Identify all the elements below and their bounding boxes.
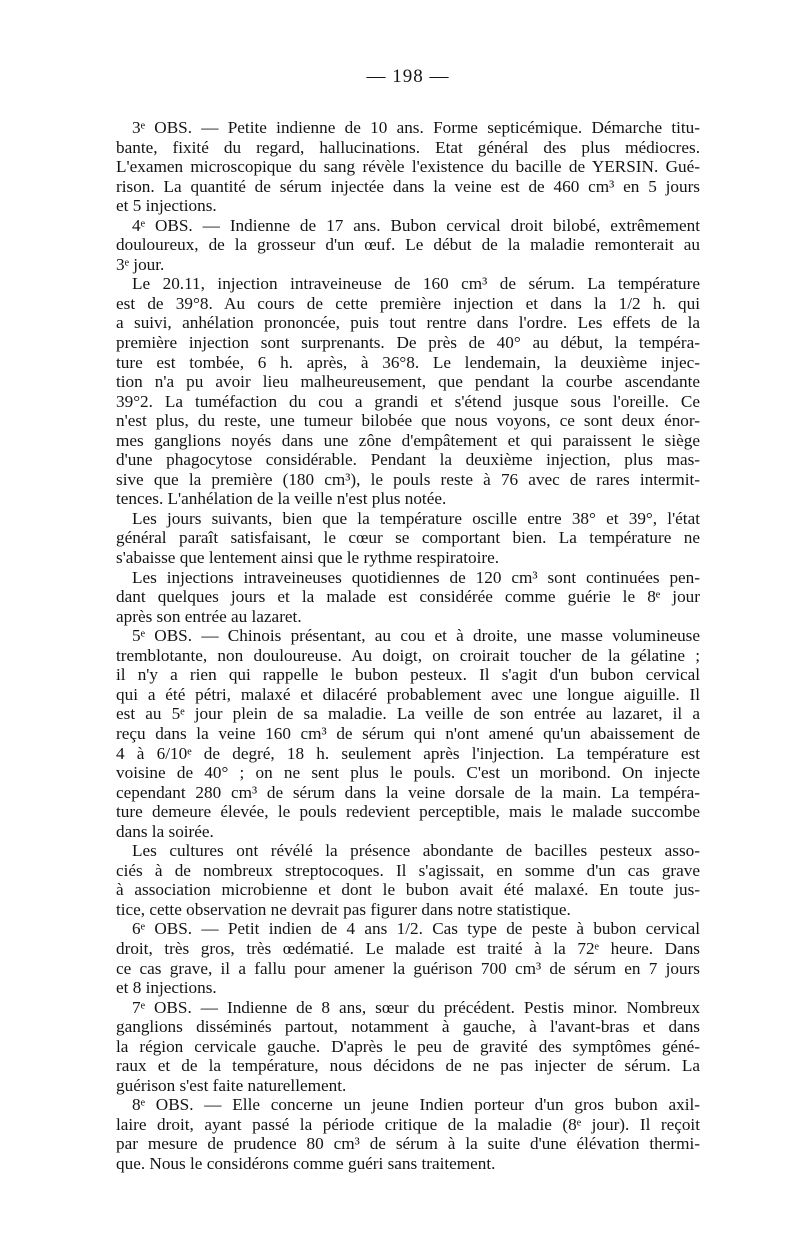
text-line: rison. La quantité de sérum injectée dans la veine est de 460 cm³ en 5 jours [116,176,700,196]
text-line: 3ᵉ OBS. — Petite indienne de 10 ans. Forme septicémique. Démarche titu- [132,118,700,137]
text-line: douloureux, de la grosseur d'un œuf. Le début de la maladie remonterait au [116,235,700,255]
paragraph [116,841,700,919]
text-line: L'examen microscopique du sang révèle l'existence du bacille de YERSIN. Gué- [116,157,700,177]
paragraph [116,216,700,275]
text-line: et 8 injections. [116,978,217,998]
text-line: dant quelques jours et la malade est considérée comme guérie le 8ᵉ jour [116,587,700,607]
text-line: ture est tombée, 6 h. après, à 36°8. Le lendemain, la deuxième injec- [116,352,700,372]
text-line: Les jours suivants, bien que la température oscille entre 38° et 39°, l'état [132,508,700,528]
text-line: Les cultures ont révélé la présence abondante de bacilles pesteux asso- [132,841,700,861]
text-line: par mesure de prudence 80 cm³ de sérum à la suite d'une élévation thermi- [116,1134,700,1154]
text-line: dans la soirée. [116,821,214,841]
text-line: raux et de la température, nous décidons de ne pas injecter de sérum. La [116,1056,700,1076]
text-line: laire droit, ayant passé la période critique de la maladie (8ᵉ jour). Il reçoit [116,1114,700,1134]
paragraph [116,919,700,997]
text-line: 4ᵉ OBS. — Indienne de 17 ans. Bubon cervical droit bilobé, extrêmement [132,215,700,235]
text-line: Les injections intraveineuses quotidiennes de 120 cm³ sont continuées pen- [132,567,700,587]
text-line: droit, très gros, très œdématié. Le malade est traité à la 72ᵉ heure. Dans [116,938,700,958]
text-line: tice, cette observation ne devrait pas figurer dans notre statistique. [116,899,571,919]
text-line: première injection sont surprenants. De près de 40° au début, la tempéra- [116,333,700,353]
paragraph [116,626,700,841]
text-line: qui a été pétri, malaxé et dilacéré probablement avec une longue aiguille. Il [116,684,700,704]
text-line: tion n'a pu avoir lieu malheureusement, que pendant la courbe ascendante [116,372,700,392]
text-line: ture demeure élevée, le pouls redevient perceptible, mais le malade succombe [116,802,700,822]
text-line: 6ᵉ OBS. — Petit indien de 4 ans 1/2. Cas type de peste à bubon cervical [132,919,700,939]
document-page [116,0,700,1253]
text-line: Le 20.11, injection intraveineuse de 160 cm³ de sérum. La température [132,274,700,294]
text-line: 5ᵉ OBS. — Chinois présentant, au cou et à droite, une masse volumineuse [132,626,700,646]
text-line: 7ᵉ OBS. — Indienne de 8 ans, sœur du précédent. Pestis minor. Nombreux [132,997,700,1017]
paragraph [116,568,700,627]
text-line: ce cas grave, il a fallu pour amener la guérison 700 cm³ de sérum en 7 jours [116,958,700,978]
text-line: la région cervicale gauche. D'après le peu de gravité des symptômes géné- [116,1036,700,1056]
text-line: est de 39°8. Au cours de cette première injection et dans la 1/2 h. qui [116,293,700,313]
paragraph [116,1095,700,1173]
text-line: tences. L'anhélation de la veille n'est plus notée. [116,489,447,509]
text-line: voisine de 40° ; on ne sent plus le pouls. C'est un moribond. On injecte [116,763,700,783]
body-text [116,118,700,1174]
text-line: n'est plus, du reste, une tumeur bilobée que nous voyons, ce sont deux énor- [116,411,700,431]
text-line: sive que la première (180 cm³), le pouls reste à 76 avec de rares intermit- [116,469,700,489]
text-line: reçu dans la veine 160 cm³ de sérum qui n'ont amené qu'un abaissement de [116,723,700,743]
text-line: que. Nous le considérons comme guéri sans traitement. [116,1153,496,1173]
paragraph [116,274,700,509]
text-line: ganglions disséminés partout, notamment à gauche, à l'avant-bras et dans [116,1017,700,1037]
page-number: — 198 — [366,66,450,87]
paragraph [116,509,700,568]
text-line: est au 5ᵉ jour plein de sa maladie. La veille de son entrée au lazaret, il a [116,704,700,724]
text-line: a suivi, anhélation prononcée, puis tout rentre dans l'ordre. Les effets de la [116,313,700,333]
text-line: 8ᵉ OBS. — Elle concerne un jeune Indien porteur d'un gros bubon axil- [132,1095,700,1115]
text-line: s'abaisse que lentement ainsi que le rythme respiratoire. [116,548,500,568]
text-line: ciés à de nombreux streptocoques. Il s'agissait, en somme d'un cas grave [116,860,700,880]
text-line: mes ganglions noyés dans une zône d'empâtement et qui paraissent le siège [116,430,700,450]
text-line: guérison s'est faite naturellement. [116,1075,347,1095]
paragraph [116,998,700,1096]
text-line: 3ᵉ jour. [116,254,165,274]
text-line: il n'y a rien qui rappelle le bubon pesteux. Il s'agit d'un bubon cervical [116,665,700,685]
text-line: tremblotante, non douloureuse. Au doigt, on croirait toucher de la gélatine ; [116,645,700,665]
text-line: et 5 injections. [116,196,217,216]
text-line: 4 à 6/10ᵉ de degré, 18 h. seulement après l'injection. La température est [116,743,700,763]
text-line: d'une phagocytose considérable. Pendant la deuxième injection, plus mas- [116,450,700,470]
paragraph [116,118,700,216]
text-line: après son entrée au lazaret. [116,606,302,626]
text-line: général paraît satisfaisant, le cœur se comportant bien. La température ne [116,528,700,548]
text-line: cependant 280 cm³ de sérum dans la veine dorsale de la main. La tempéra- [116,782,700,802]
text-line: à association microbienne et dont le bubon avait été malaxé. En toute jus- [116,880,700,900]
text-line: bante, fixité du regard, hallucinations. Etat général des plus médiocres. [116,137,700,157]
text-line: 39°2. La tuméfaction du cou a grandi et s'étend jusque sous l'oreille. Ce [116,391,700,411]
